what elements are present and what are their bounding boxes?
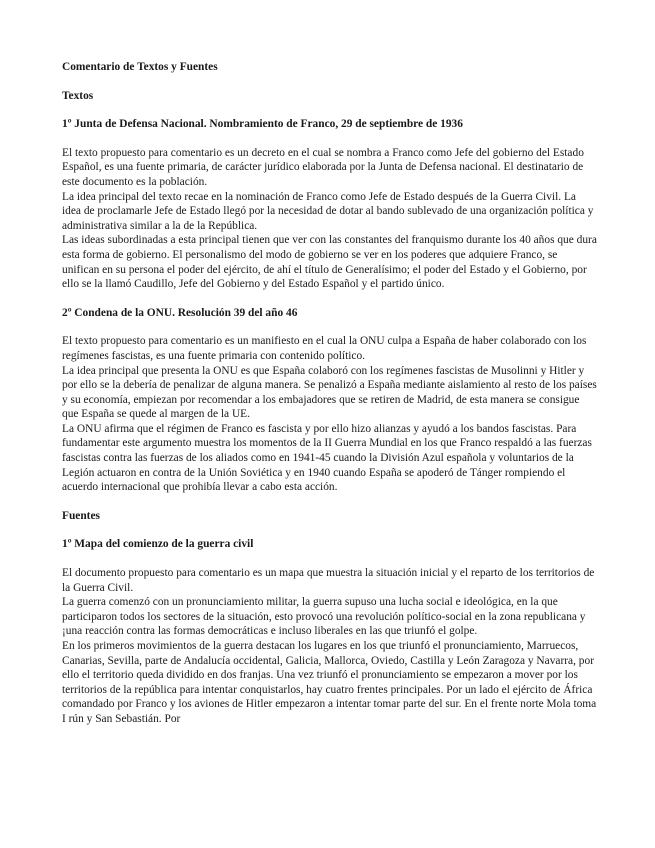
section-heading-textos: Textos [62,89,94,102]
source-item-1 [62,537,597,726]
section-heading-fuentes: Fuentes [62,509,100,522]
text-item-2 [62,306,597,495]
paragraph: El texto propuesto para comentario es un manifiesto en el cual la ONU culpa a España de haber colaborado con los regímenes fascistas, es una fuente primaria con contenido político. [62,335,587,362]
paragraph: El documento propuesto para comentario es un mapa que muestra la situación inicial y el reparto de los territorios de la Guerra Civil. [62,567,595,594]
item-heading: 1º Junta de Defensa Nacional. Nombramiento de Franco, 29 de septiembre de 1936 [62,118,463,131]
paragraph: La idea principal que presenta la ONU es que España colaboró con los regímenes fascistas de Musolinni y Hitler y por ello se la debería de penalizar de alguna manera. Se penalizó a España mediante aislamiento al resto de los países y su economía, empiezan por recomendar a los embajadores que se retiren de Madrid, de esta manera se consigue que España se quede al margen de la UE. [62,364,597,421]
item-heading: 2º Condena de la ONU. Resolución 39 del año 46 [62,306,298,319]
item-heading: 1º Mapa del comienzo de la guerra civil [62,538,254,551]
paragraph: La ONU afirma que el régimen de Franco es fascista y por ello hizo alianzas y ayudó a los bandos fascistas. Para fundamentar este argumento muestra los momentos de la II Guerra Mundial en los que Franco respaldó a las fuerzas fascistas contra las fuerzas de los aliados como en 1941-45 cuando la División Azul española y voluntarios de la Legión actuaron en contra de la Unión Soviética y en 1940 cuando España se apoderó de Tánger rompiendo el acuerdo internacional que prohibía llevar a cabo esta acción. [62,422,592,494]
paragraph: La idea principal del texto recae en la nominación de Franco como Jefe de Estado después de la Guerra Civil. La idea de proclamarle Jefe de Estado llegó por la necesidad de dotar al bando sublevado de una organización política y administrativa similar a la de la República. [62,190,594,232]
paragraph: El texto propuesto para comentario es un decreto en el cual se nombra a Franco como Jefe del gobierno del Estado Español, es una fuente primaria, de carácter jurídico elaborada por la Junta de Defensa nacional. El destinatario de este documento es la población. [62,146,584,188]
paragraph: En los primeros movimientos de la guerra destacan los lugares en los que triunfó el pronunciamiento, Marruecos, Canarias, Sevilla, parte de Andalucía occidental, Galicia, Mallorca, Oviedo, Castilla y León Zaragoza y Navarra, por ello el territorio queda dividido en dos franjas. Una vez triunfó el pronunciamiento se empezaron a mover por los territorios de la república para intentar conquistarlos, hay cuatro frentes principales. Por un lado el ejército de África comandado por Franco y los aviones de Hitler empezaron a intentar tomar parte del sur. En el frente norte Mola toma I rún y San Sebastián. Por [62,640,597,725]
text-item-1 [62,117,597,292]
paragraph: La guerra comenzó con un pronunciamiento militar, la guerra supuso una lucha social e ideológica, en la que participaron todos los sectores de la situación, esto provocó una revolución político-social en la zona republicana y ¡una reacción contra las formas democráticas e incluso liberales en las que triunfó el golpe. [62,596,586,638]
paragraph: Las ideas subordinadas a esta principal tienen que ver con las constantes del franquismo durante los 40 años que dura esta forma de gobierno. El personalismo del modo de gobierno se ver en los poderes que adquiere Franco, se unifican en su persona el poder del ejército, de ahí el título de Generalísimo; el poder del Estado y el Gobierno, por ello se la llamó Caudillo, Jefe del Gobierno y del Estado Español y el partido único. [62,234,597,291]
document-title: Comentario de Textos y Fuentes [62,61,218,73]
